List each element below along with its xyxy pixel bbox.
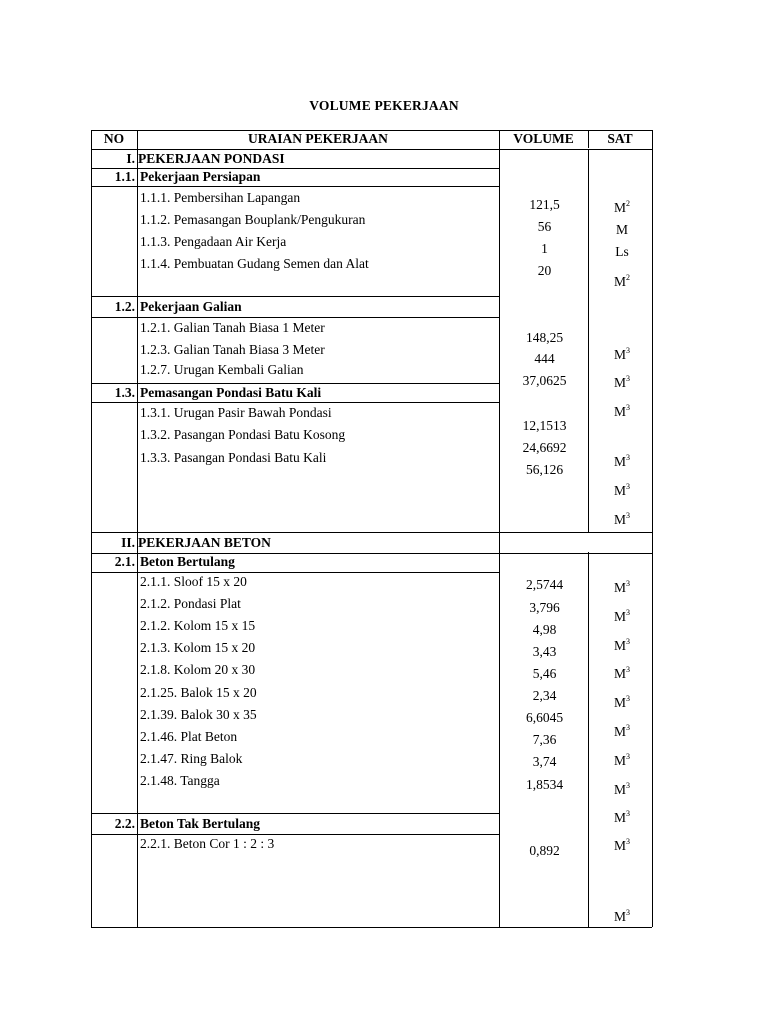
unit-value: [614, 580, 630, 596]
unit-exponent: 3: [626, 752, 631, 761]
table-border-left: [91, 130, 92, 927]
volume-value: 24,6692: [522, 440, 567, 455]
item-label: 2.2.1. Beton Cor 1 : 2 : 3: [140, 836, 275, 851]
group-number: 1.3.: [114, 385, 135, 400]
section-number: I.: [126, 151, 135, 166]
item-label: 2.1.47. Ring Balok: [140, 751, 243, 766]
volume-value: 0,892: [529, 843, 560, 858]
header-no: NO: [103, 131, 125, 146]
unit-value: [614, 274, 630, 290]
unit-value: [614, 454, 630, 470]
item-label: 2.1.48. Tangga: [140, 773, 220, 788]
unit-value: [614, 782, 630, 798]
unit-value: [616, 222, 628, 238]
group-title: Pemasangan Pondasi Batu Kali: [140, 385, 322, 400]
unit-value: [614, 347, 630, 363]
volume-value: 20: [537, 263, 552, 278]
group-number: 1.2.: [114, 299, 135, 314]
unit-symbol: M: [613, 483, 627, 498]
item-label: 1.1.4. Pembuatan Gudang Semen dan Alat: [140, 256, 369, 271]
volume-value: 1,8534: [525, 777, 564, 792]
item-label: 1.3.3. Pasangan Pondasi Batu Kali: [140, 450, 327, 465]
unit-symbol: M: [613, 347, 627, 362]
unit-symbol: M: [613, 580, 627, 595]
unit-symbol: M: [613, 512, 627, 527]
unit-symbol: M: [613, 782, 627, 797]
item-label: 1.3.1. Urugan Pasir Bawah Pondasi: [140, 405, 332, 420]
unit-value: [614, 810, 630, 826]
page-title: VOLUME PEKERJAAN: [309, 98, 459, 113]
column-rule-volume-head: [588, 130, 589, 148]
unit-value: [614, 838, 630, 854]
unit-exponent: 2: [626, 199, 631, 208]
unit-exponent: 3: [626, 374, 631, 383]
unit-value: [614, 609, 630, 625]
unit-exponent: 3: [626, 346, 631, 355]
unit-value: [614, 638, 630, 654]
item-label: 2.1.8. Kolom 20 x 30: [140, 662, 256, 677]
unit-value: [615, 244, 629, 260]
unit-value: [614, 200, 630, 216]
unit-value: [614, 404, 630, 420]
unit-symbol: M: [613, 810, 627, 825]
item-label: 2.1.2. Kolom 15 x 15: [140, 618, 256, 633]
group-title: Beton Bertulang: [140, 554, 235, 569]
unit-value: [614, 666, 630, 682]
item-label: 2.1.25. Balok 15 x 20: [140, 685, 257, 700]
section-rule: [91, 532, 652, 533]
unit-value: [614, 375, 630, 391]
header-sat: SAT: [607, 131, 633, 146]
volume-value: 5,46: [532, 666, 557, 681]
unit-value: [614, 695, 630, 711]
group-title: Pekerjaan Galian: [140, 299, 242, 314]
volume-value: 2,5744: [525, 577, 564, 592]
item-label: 2.1.39. Balok 30 x 35: [140, 707, 257, 722]
volume-value: 7,36: [532, 732, 557, 747]
column-rule-no: [137, 130, 138, 927]
unit-symbol: M: [615, 222, 629, 237]
volume-value: 56,126: [525, 462, 564, 477]
unit-value: [614, 512, 630, 528]
item-label: 1.2.3. Galian Tanah Biasa 3 Meter: [140, 342, 325, 357]
unit-exponent: 3: [626, 781, 631, 790]
unit-symbol: M: [613, 695, 627, 710]
volume-value: 3,43: [532, 644, 557, 659]
table-border-right: [652, 130, 653, 927]
volume-value: 56: [537, 219, 552, 234]
unit-exponent: 3: [626, 482, 631, 491]
unit-value: [614, 753, 630, 769]
unit-exponent: 3: [626, 637, 631, 646]
item-label: 2.1.46. Plat Beton: [140, 729, 238, 744]
unit-exponent: 3: [626, 579, 631, 588]
unit-symbol: M: [613, 609, 627, 624]
section-number: II.: [121, 535, 135, 550]
unit-exponent: 3: [626, 837, 631, 846]
group-number: 1.1.: [114, 169, 135, 184]
row-rule: [91, 296, 499, 297]
unit-exponent: 3: [626, 809, 631, 818]
unit-symbol: M: [613, 200, 627, 215]
unit-exponent: 3: [626, 403, 631, 412]
item-label: 1.2.7. Urugan Kembali Galian: [140, 362, 304, 377]
unit-symbol: M: [613, 753, 627, 768]
item-label: 1.1.3. Pengadaan Air Kerja: [140, 234, 287, 249]
unit-value: [614, 483, 630, 499]
header-uraian: URAIAN PEKERJAAN: [248, 131, 388, 146]
volume-value: 6,6045: [525, 710, 564, 725]
unit-symbol: M: [613, 666, 627, 681]
unit-exponent: 3: [626, 608, 631, 617]
unit-value: [614, 724, 630, 740]
unit-symbol: M: [613, 838, 627, 853]
volume-value: 3,74: [532, 754, 557, 769]
unit-exponent: 3: [626, 665, 631, 674]
unit-symbol: M: [613, 909, 627, 924]
volume-value: 37,0625: [522, 373, 567, 388]
unit-symbol: M: [613, 638, 627, 653]
volume-value: 444: [534, 351, 555, 366]
unit-symbol: Ls: [615, 244, 629, 259]
group-title: Pekerjaan Persiapan: [140, 169, 261, 184]
volume-value: 121,5: [529, 197, 560, 212]
unit-symbol: M: [613, 404, 627, 419]
section-title: PEKERJAAN PONDASI: [138, 151, 285, 166]
unit-symbol: M: [613, 375, 627, 390]
unit-value: [614, 909, 630, 925]
unit-symbol: M: [613, 274, 627, 289]
item-label: 2.1.3. Kolom 15 x 20: [140, 640, 256, 655]
unit-exponent: 3: [626, 511, 631, 520]
group-title: Beton Tak Bertulang: [140, 816, 261, 831]
unit-exponent: 2: [626, 273, 631, 282]
volume-value: 2,34: [532, 688, 557, 703]
item-label: 1.2.1. Galian Tanah Biasa 1 Meter: [140, 320, 325, 335]
unit-symbol: M: [613, 454, 627, 469]
row-rule: [91, 402, 499, 403]
row-rule: [91, 317, 499, 318]
volume-value: 148,25: [525, 330, 564, 345]
item-label: 1.3.2. Pasangan Pondasi Batu Kosong: [140, 427, 346, 442]
item-label: 1.1.1. Pembersihan Lapangan: [140, 190, 301, 205]
group-number: 2.1.: [114, 554, 135, 569]
unit-exponent: 3: [626, 453, 631, 462]
group-number: 2.2.: [114, 816, 135, 831]
unit-exponent: 3: [626, 694, 631, 703]
table-border-bottom: [91, 927, 652, 928]
section-title: PEKERJAAN BETON: [138, 535, 271, 550]
column-rule-volume-2: [588, 552, 589, 927]
column-rule-volume-1: [588, 149, 589, 532]
unit-exponent: 3: [626, 723, 631, 732]
column-rule-uraian: [499, 130, 500, 927]
item-label: 2.1.1. Sloof 15 x 20: [140, 574, 247, 589]
header-volume: VOLUME: [513, 131, 574, 146]
volume-value: 3,796: [529, 600, 560, 615]
unit-exponent: 3: [626, 908, 631, 917]
volume-value: 4,98: [532, 622, 557, 637]
item-label: 1.1.2. Pemasangan Bouplank/Pengukuran: [140, 212, 366, 227]
row-rule: [91, 813, 499, 814]
item-label: 2.1.2. Pondasi Plat: [140, 596, 241, 611]
unit-symbol: M: [613, 724, 627, 739]
volume-value: 1: [541, 241, 548, 256]
volume-value: 12,1513: [522, 418, 567, 433]
row-rule: [91, 186, 499, 187]
